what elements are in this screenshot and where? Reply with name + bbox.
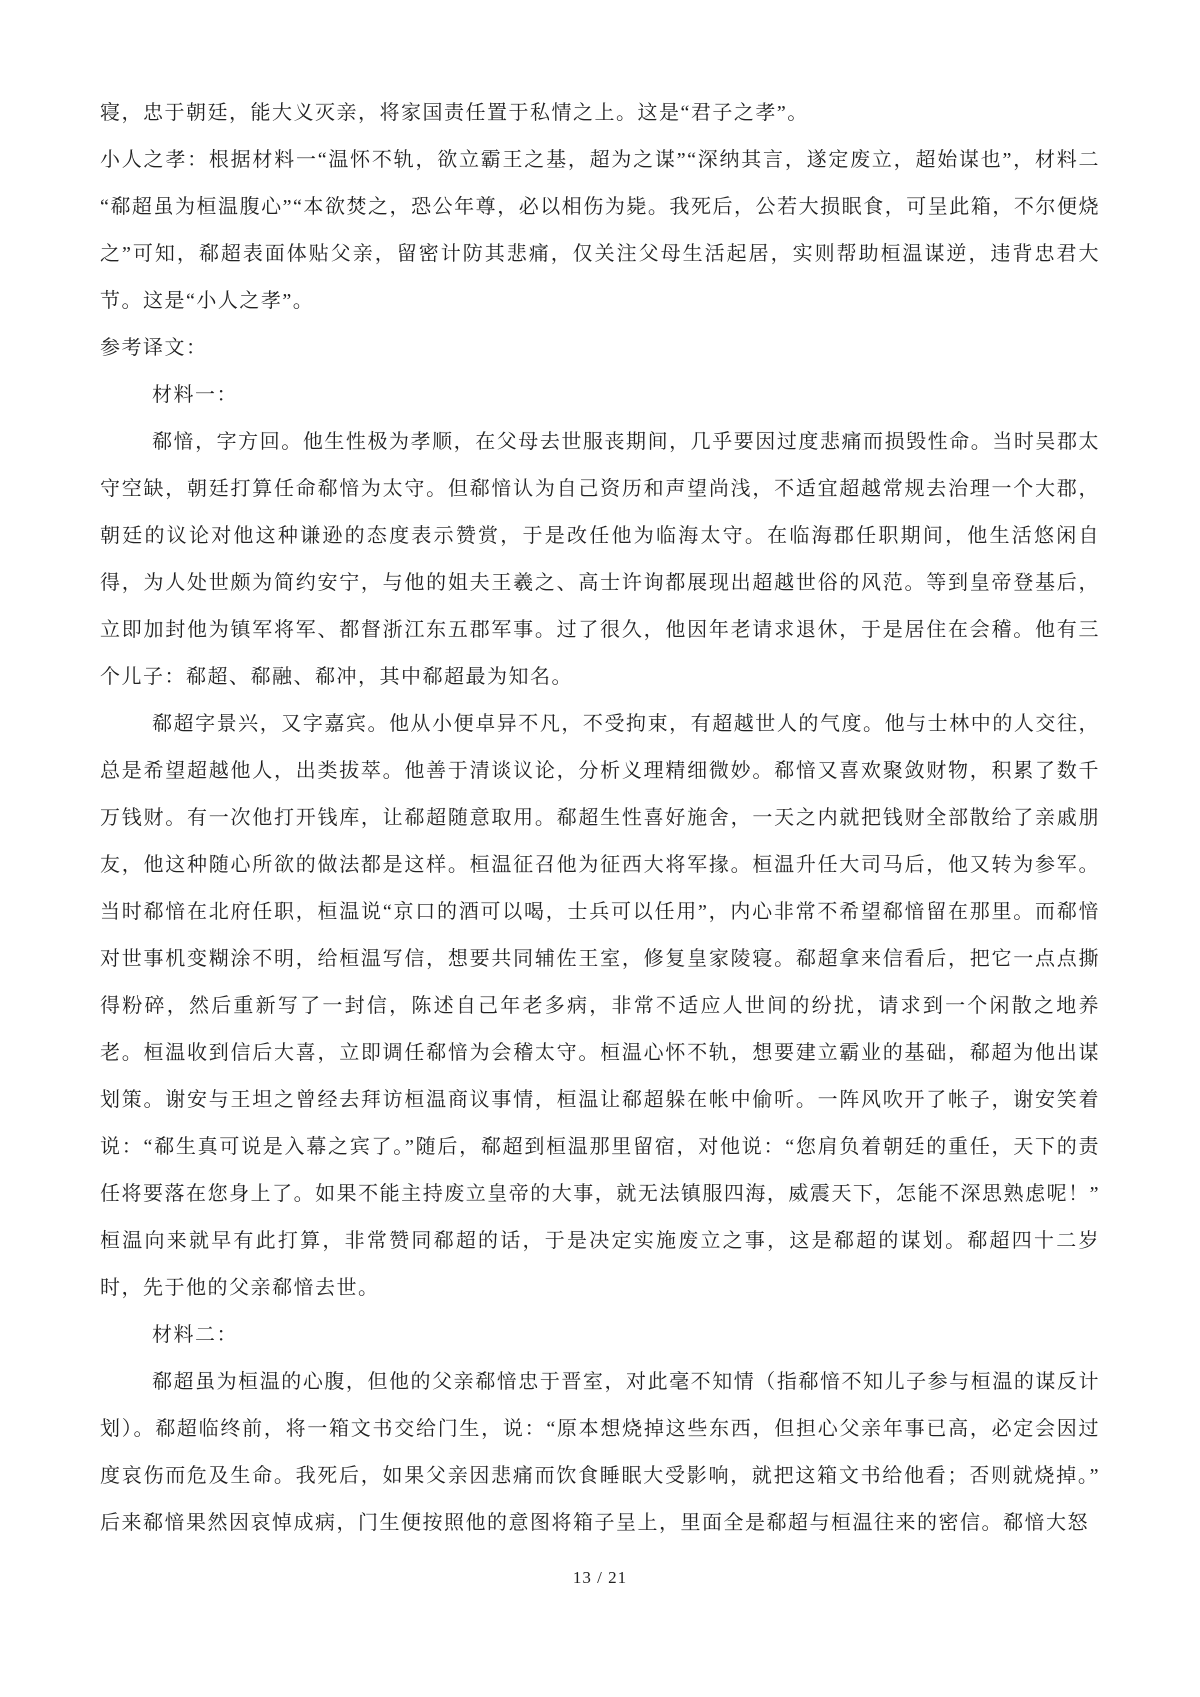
paragraph-material-two-translation: 郗超虽为桓温的心腹，但他的父亲郗愔忠于晋室，对此毫不知情（指郗愔不知儿子参与桓温的谋反计划）。郗超临终前，将一箱文书交给门生，说：“原本想烧掉这些东西，但担心父亲年事已高，必定会因过度哀伤而危及生命。我死后，如果父亲因悲痛而饮食睡眠大受影响，就把这箱文书给他看；否则就烧掉。”后来郗愔果然因哀悼成病，门生便按照他的意图将箱子呈上，里面全是郗超与桓温往来的密信。郗愔大怒 — [100, 1371, 1100, 1534]
section-heading-material-one: 材料一： — [152, 384, 238, 406]
paragraph-junzi-zhixiao: 寝，忠于朝廷，能大义灭亲，将家国责任置于私情之上。这是“君子之孝”。 — [100, 102, 809, 124]
paragraph-material-one-translation-2: 郗超字景兴，又字嘉宾。他从小便卓异不凡，不受拘束，有超越世人的气度。他与士林中的人交往，总是希望超越他人，出类拔萃。他善于清谈议论，分析义理精细微妙。郗愔又喜欢聚敛财物，积累了数千万钱财。有一次他打开钱库，让郗超随意取用。郗超生性喜好施舍，一天之内就把钱财全部散给了亲戚朋友，他这种随心所欲的做法都是这样。桓温征召他为征西大将军掾。桓温升任大司马后，他又转为参军。当时郗愔在北府任职，桓温说“京口的酒可以喝，士兵可以任用”，内心非常不希望郗愔留在那里。而郗愔对世事机变糊涂不明，给桓温写信，想要共同辅佐王室，修复皇家陵寝。郗超拿来信看后，把它一点点撕得粉碎，然后重新写了一封信，陈述自己年老多病，非常不适应人世间的纷扰，请求到一个闲散之地养老。桓温收到信后大喜，立即调任郗愔为会稽太守。桓温心怀不轨，想要建立霸业的基础，郗超为他出谋划策。谢安与王坦之曾经去拜访桓温商议事情，桓温让郗超躲在帐中偷听。一阵风吹开了帐子，谢安笑着说：“郗生真可说是入幕之宾了。”随后，郗超到桓温那里留宿，对他说：“您肩负着朝廷的重任，天下的责任将要落在您身上了。如果不能主持废立皇帝的大事，就无法镇服四海，威震天下，怎能不深思熟虑呢！”桓温向来就早有此打算，非常赞同郗超的话，于是决定实施废立之事，这是郗超的谋划。郗超四十二岁时，先于他的父亲郗愔去世。 — [100, 713, 1100, 1299]
section-heading-reference-translation: 参考译文： — [100, 337, 208, 359]
paragraph-xiaoren-zhixiao: 小人之孝：根据材料一“温怀不轨，欲立霸王之基，超为之谋”“深纳其言，遂定废立，超始谋也”，材料二“郗超虽为桓温腹心”“本欲焚之，恐公年尊，必以相伤为毙。我死后，公若大损眠食，可呈此箱，不尔便烧之”可知，郗超表面体贴父亲，留密计防其悲痛，仅关注父母生活起居，实则帮助桓温谋逆，违背忠君大节。这是“小人之孝”。 — [100, 149, 1100, 312]
paragraph-material-one-translation-1: 郗愔，字方回。他生性极为孝顺，在父母去世服丧期间，几乎要因过度悲痛而损毁性命。当时吴郡太守空缺，朝廷打算任命郗愔为太守。但郗愔认为自己资历和声望尚浅，不适宜超越常规去治理一个大郡，朝廷的议论对他这种谦逊的态度表示赞赏，于是改任他为临海太守。在临海郡任职期间，他生活悠闲自得，为人处世颇为简约安宁，与他的姐夫王羲之、高士许询都展现出超越世俗的风范。等到皇帝登基后，立即加封他为镇军将军、都督浙江东五郡军事。过了很久，他因年老请求退休，于是居住在会稽。他有三个儿子：郗超、郗融、郗冲，其中郗超最为知名。 — [100, 431, 1100, 688]
document-body — [100, 90, 1100, 1547]
page-number: 13 / 21 — [572, 1568, 628, 1587]
section-heading-material-two: 材料二： — [152, 1324, 238, 1346]
